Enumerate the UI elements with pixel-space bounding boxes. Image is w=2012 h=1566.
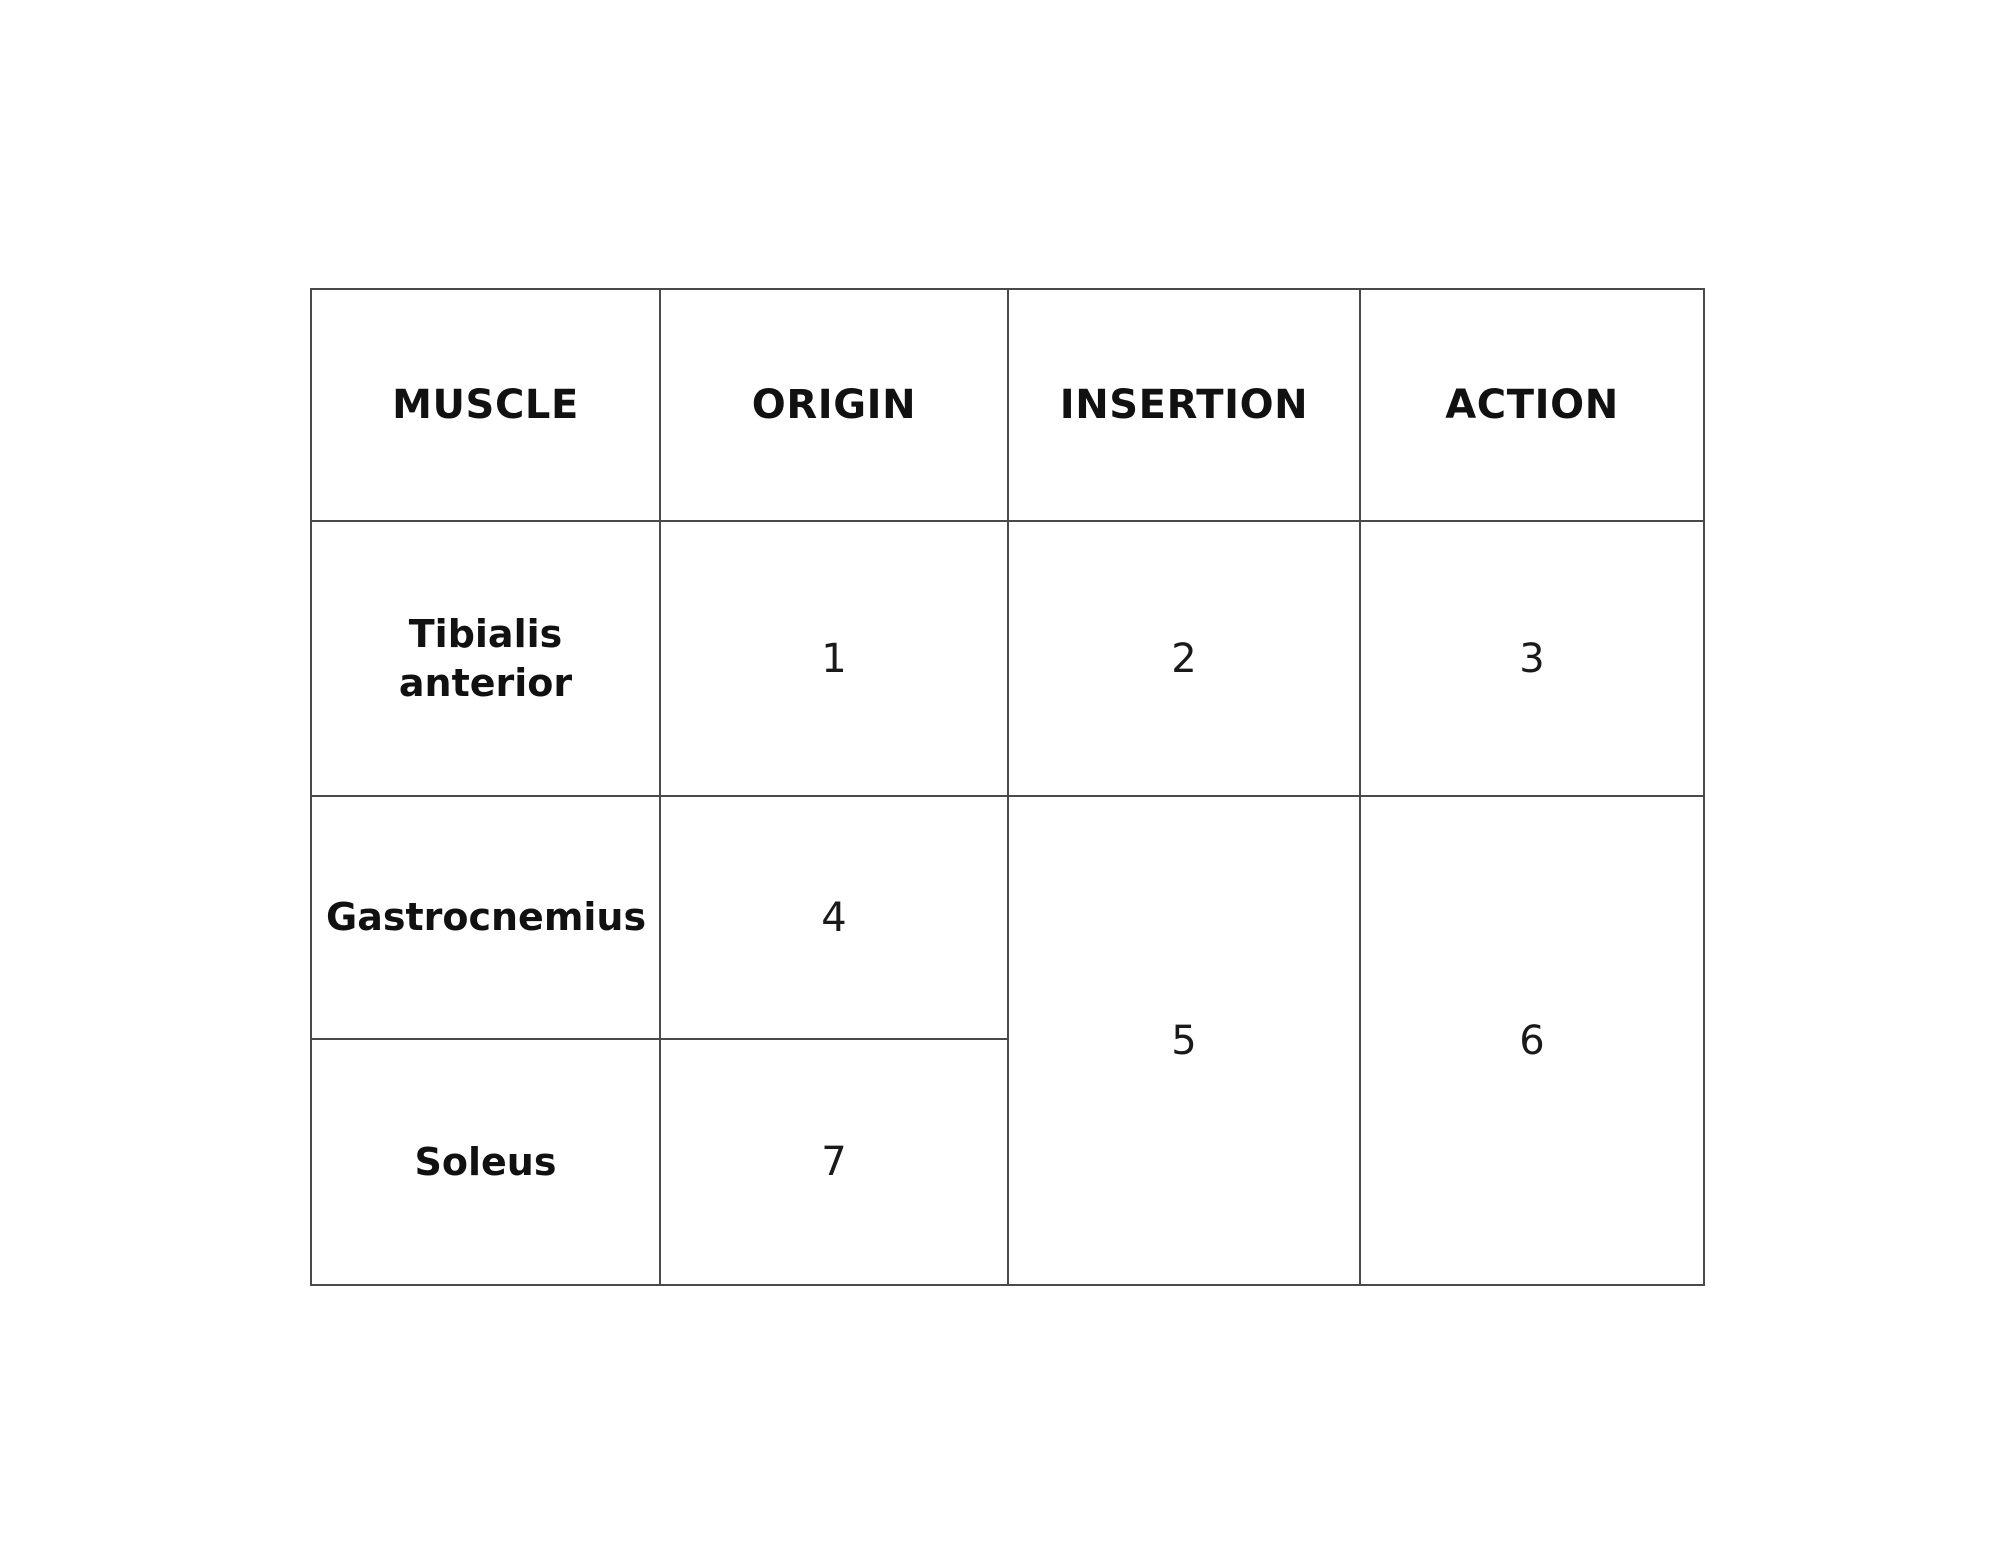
cell-insertion-merged: 5 xyxy=(1008,796,1360,1285)
cell-insertion-tibialis-anterior: 2 xyxy=(1008,521,1360,796)
muscle-table xyxy=(310,288,1705,1286)
column-header-muscle: MUSCLE xyxy=(311,289,660,521)
table-row xyxy=(311,796,1704,1039)
table-row xyxy=(311,521,1704,796)
column-header-origin: ORIGIN xyxy=(660,289,1008,521)
cell-origin-gastrocnemius: 4 xyxy=(660,796,1008,1039)
cell-action-tibialis-anterior: 3 xyxy=(1360,521,1704,796)
muscle-table-container xyxy=(310,288,1703,1284)
cell-muscle-tibialis-anterior: Tibialis anterior xyxy=(311,521,660,796)
cell-muscle-gastrocnemius: Gastrocnemius xyxy=(311,796,660,1039)
cell-origin-tibialis-anterior: 1 xyxy=(660,521,1008,796)
cell-action-merged: 6 xyxy=(1360,796,1704,1285)
column-header-insertion: INSERTION xyxy=(1008,289,1360,521)
cell-muscle-soleus: Soleus xyxy=(311,1039,660,1285)
column-header-action: ACTION xyxy=(1360,289,1704,521)
cell-origin-soleus: 7 xyxy=(660,1039,1008,1285)
table-header-row xyxy=(311,289,1704,521)
